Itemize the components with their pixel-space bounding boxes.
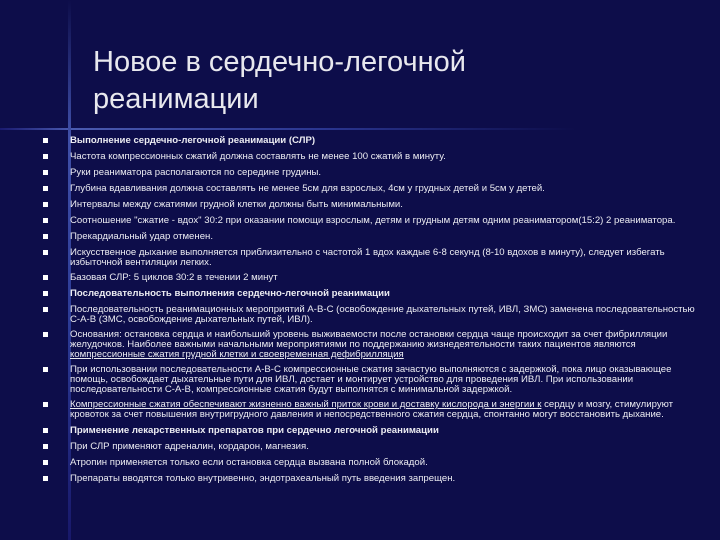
bullet-icon (43, 444, 48, 449)
list-item (0, 273, 720, 283)
bullet-icon (43, 291, 48, 296)
list-item (0, 200, 720, 210)
bullet-icon (43, 332, 48, 337)
list-item (0, 442, 720, 452)
item-text: Препараты вводятся только внутривенно, эндотрахеальный путь введения запрещен. (70, 473, 456, 484)
bullet-icon (43, 367, 48, 372)
bullet-icon (43, 275, 48, 280)
list-item (0, 289, 720, 299)
item-text: Базовая СЛР: 5 циклов 30:2 в течении 2 минут (70, 272, 278, 283)
item-underlined-text: компрессионные сжатия грудной клетки и своевременная дефибрилляция (70, 349, 404, 360)
list-item (0, 136, 720, 146)
item-underlined-text: Компрессионные сжатия обеспечивают жизненно важный приток крови и доставку кислорода и энергии к (70, 399, 542, 410)
item-text: Последовательность выполнения сердечно-легочной реанимации (70, 288, 390, 299)
slide-title-line2: реанимации (93, 83, 259, 115)
list-item (0, 330, 720, 360)
list-item (0, 232, 720, 242)
bullet-icon (43, 234, 48, 239)
list-item (0, 400, 720, 420)
list-item (0, 152, 720, 162)
bullet-list (0, 136, 720, 484)
item-text: Интервалы между сжатиями грудной клетки должны быть минимальными. (70, 199, 403, 210)
list-item (0, 474, 720, 484)
bullet-icon (43, 218, 48, 223)
bullet-icon (43, 154, 48, 159)
bullet-icon (43, 460, 48, 465)
bullet-icon (43, 186, 48, 191)
list-item (0, 458, 720, 468)
list-item (0, 248, 720, 268)
bullet-icon (43, 138, 48, 143)
item-text: При СЛР применяют адреналин, кордарон, магнезия. (70, 441, 309, 452)
item-text: Последовательность реанимационных мероприятий А-В-С (освобождение дыхательных путей, ИВЛ, ЗМС) заменена последовательностью С-А-В (ЗМС, освобождение дыхательных путей, ИВЛ). (70, 304, 695, 325)
bullet-icon (43, 250, 48, 255)
item-text: Прекардиальный удар отменен. (70, 231, 213, 242)
item-text: Основания: остановка сердца и наибольший уровень выживаемости после остановки сердца чаще происходит за счет фибрилляции желудочков. Наиболее важными начальными мероприятиями по поддержанию жизнедеятельности таких пациентов являются (70, 329, 668, 350)
item-text: Соотношение "сжатие - вдох" 30:2 при оказании помощи взрослым, детям и грудным детям одним реаниматором(15:2) 2 реаниматора. (70, 215, 676, 226)
list-item (0, 184, 720, 194)
bullet-icon (43, 402, 48, 407)
item-text: Искусственное дыхание выполняется приблизительно с частотой 1 вдох каждые 6-8 секунд (8-10 вдохов в минуту), следует избегать избыточной вентиляции легких. (70, 247, 665, 268)
bullet-icon (43, 202, 48, 207)
item-text: сердцу и мозгу, стимулируют кровоток за счет повышения внутригрудного давления и непосредственного сжатия сердца, спонтанно могут восстановить дыхание. (70, 399, 674, 420)
list-item (0, 216, 720, 226)
list-item (0, 168, 720, 178)
item-text: Атропин применяется только если остановка сердца вызвана полной блокадой. (70, 457, 428, 468)
list-item (0, 305, 720, 325)
item-text: Глубина вдавливания должна составлять не менее 5см для взрослых, 4см у грудных детей и 5см у детей. (70, 183, 545, 194)
bullet-icon (43, 170, 48, 175)
item-text: Применение лекарственных препаратов при сердечно легочной реанимации (70, 425, 439, 436)
bullet-icon (43, 476, 48, 481)
list-item (0, 365, 720, 395)
title-divider-line (0, 128, 720, 130)
slide-title (93, 44, 693, 118)
item-text: При использовании последовательности А-В-С компрессионные сжатия зачастую выполняются с задержкой, пока лицо оказывающее помощь, освобождает дыхательные пути для ИВЛ, достает и монтирует устройство для проведения ИВЛ. При использовании последовательности С-А-В, компрессионные сжатия будут выполнятся с минимальной задержкой. (70, 364, 672, 395)
list-item (0, 426, 720, 436)
slide-title-line1: Новое в сердечно-легочной (93, 46, 466, 78)
bullet-icon (43, 307, 48, 312)
bullet-icon (43, 428, 48, 433)
item-text: Выполнение сердечно-легочной реанимации (СЛР) (70, 135, 316, 146)
item-text: Частота компрессионных сжатий должна составлять не менее 100 сжатий в минуту. (70, 151, 446, 162)
item-text: Руки реаниматора располагаются по середине грудины. (70, 167, 322, 178)
